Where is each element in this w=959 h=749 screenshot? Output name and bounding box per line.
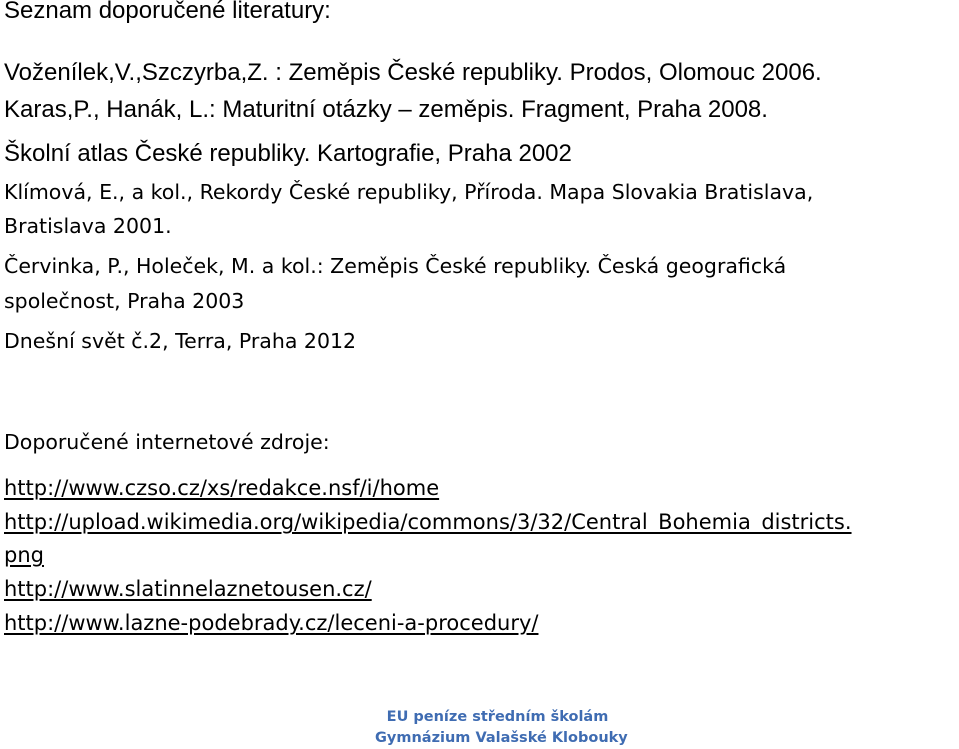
link-lazne-podebrady[interactable]: http://www.lazne-podebrady.cz/leceni-a-procedury/	[4, 611, 539, 635]
link-slatinne-lazne[interactable]: http://www.slatinnelaznetousen.cz/	[4, 577, 372, 601]
link-wikimedia-continued[interactable]: png	[4, 543, 44, 567]
link-wikimedia[interactable]: http://upload.wikimedia.org/wikipedia/commons/3/32/Central_Bohemia_districts.	[4, 510, 852, 534]
internet-sources-heading: Doporučené internetové zdroje:	[4, 430, 330, 454]
reference-line: Dnešní svět č.2, Terra, Praha 2012	[4, 329, 357, 353]
reference-line: společnost, Praha 2003	[4, 289, 245, 313]
reference-line: Červinka, P., Holeček, M. a kol.: Zeměpis České republiky. Česká geografická	[4, 254, 787, 278]
reference-line: Voženílek,V.,Szczyrba,Z. : Zeměpis České republiky. Prodos, Olomouc 2006.	[4, 59, 822, 86]
link-czso[interactable]: http://www.czso.cz/xs/redakce.nsf/i/home	[4, 476, 440, 500]
reference-line: Školní atlas České republiky. Kartografie, Praha 2002	[4, 140, 572, 167]
reference-line: Bratislava 2001.	[4, 214, 172, 238]
page-title: Seznam doporučené literatury:	[4, 0, 331, 24]
reference-line: Klímová, E., a kol., Rekordy České republiky, Příroda. Mapa Slovakia Bratislava,	[4, 180, 814, 204]
reference-line: Karas,P., Hanák, L.: Maturitní otázky – zeměpis. Fragment, Praha 2008.	[4, 96, 768, 123]
footer-program: EU peníze středním školám	[386, 709, 609, 725]
footer-school: Gymnázium Valašské Klobouky	[375, 730, 628, 746]
